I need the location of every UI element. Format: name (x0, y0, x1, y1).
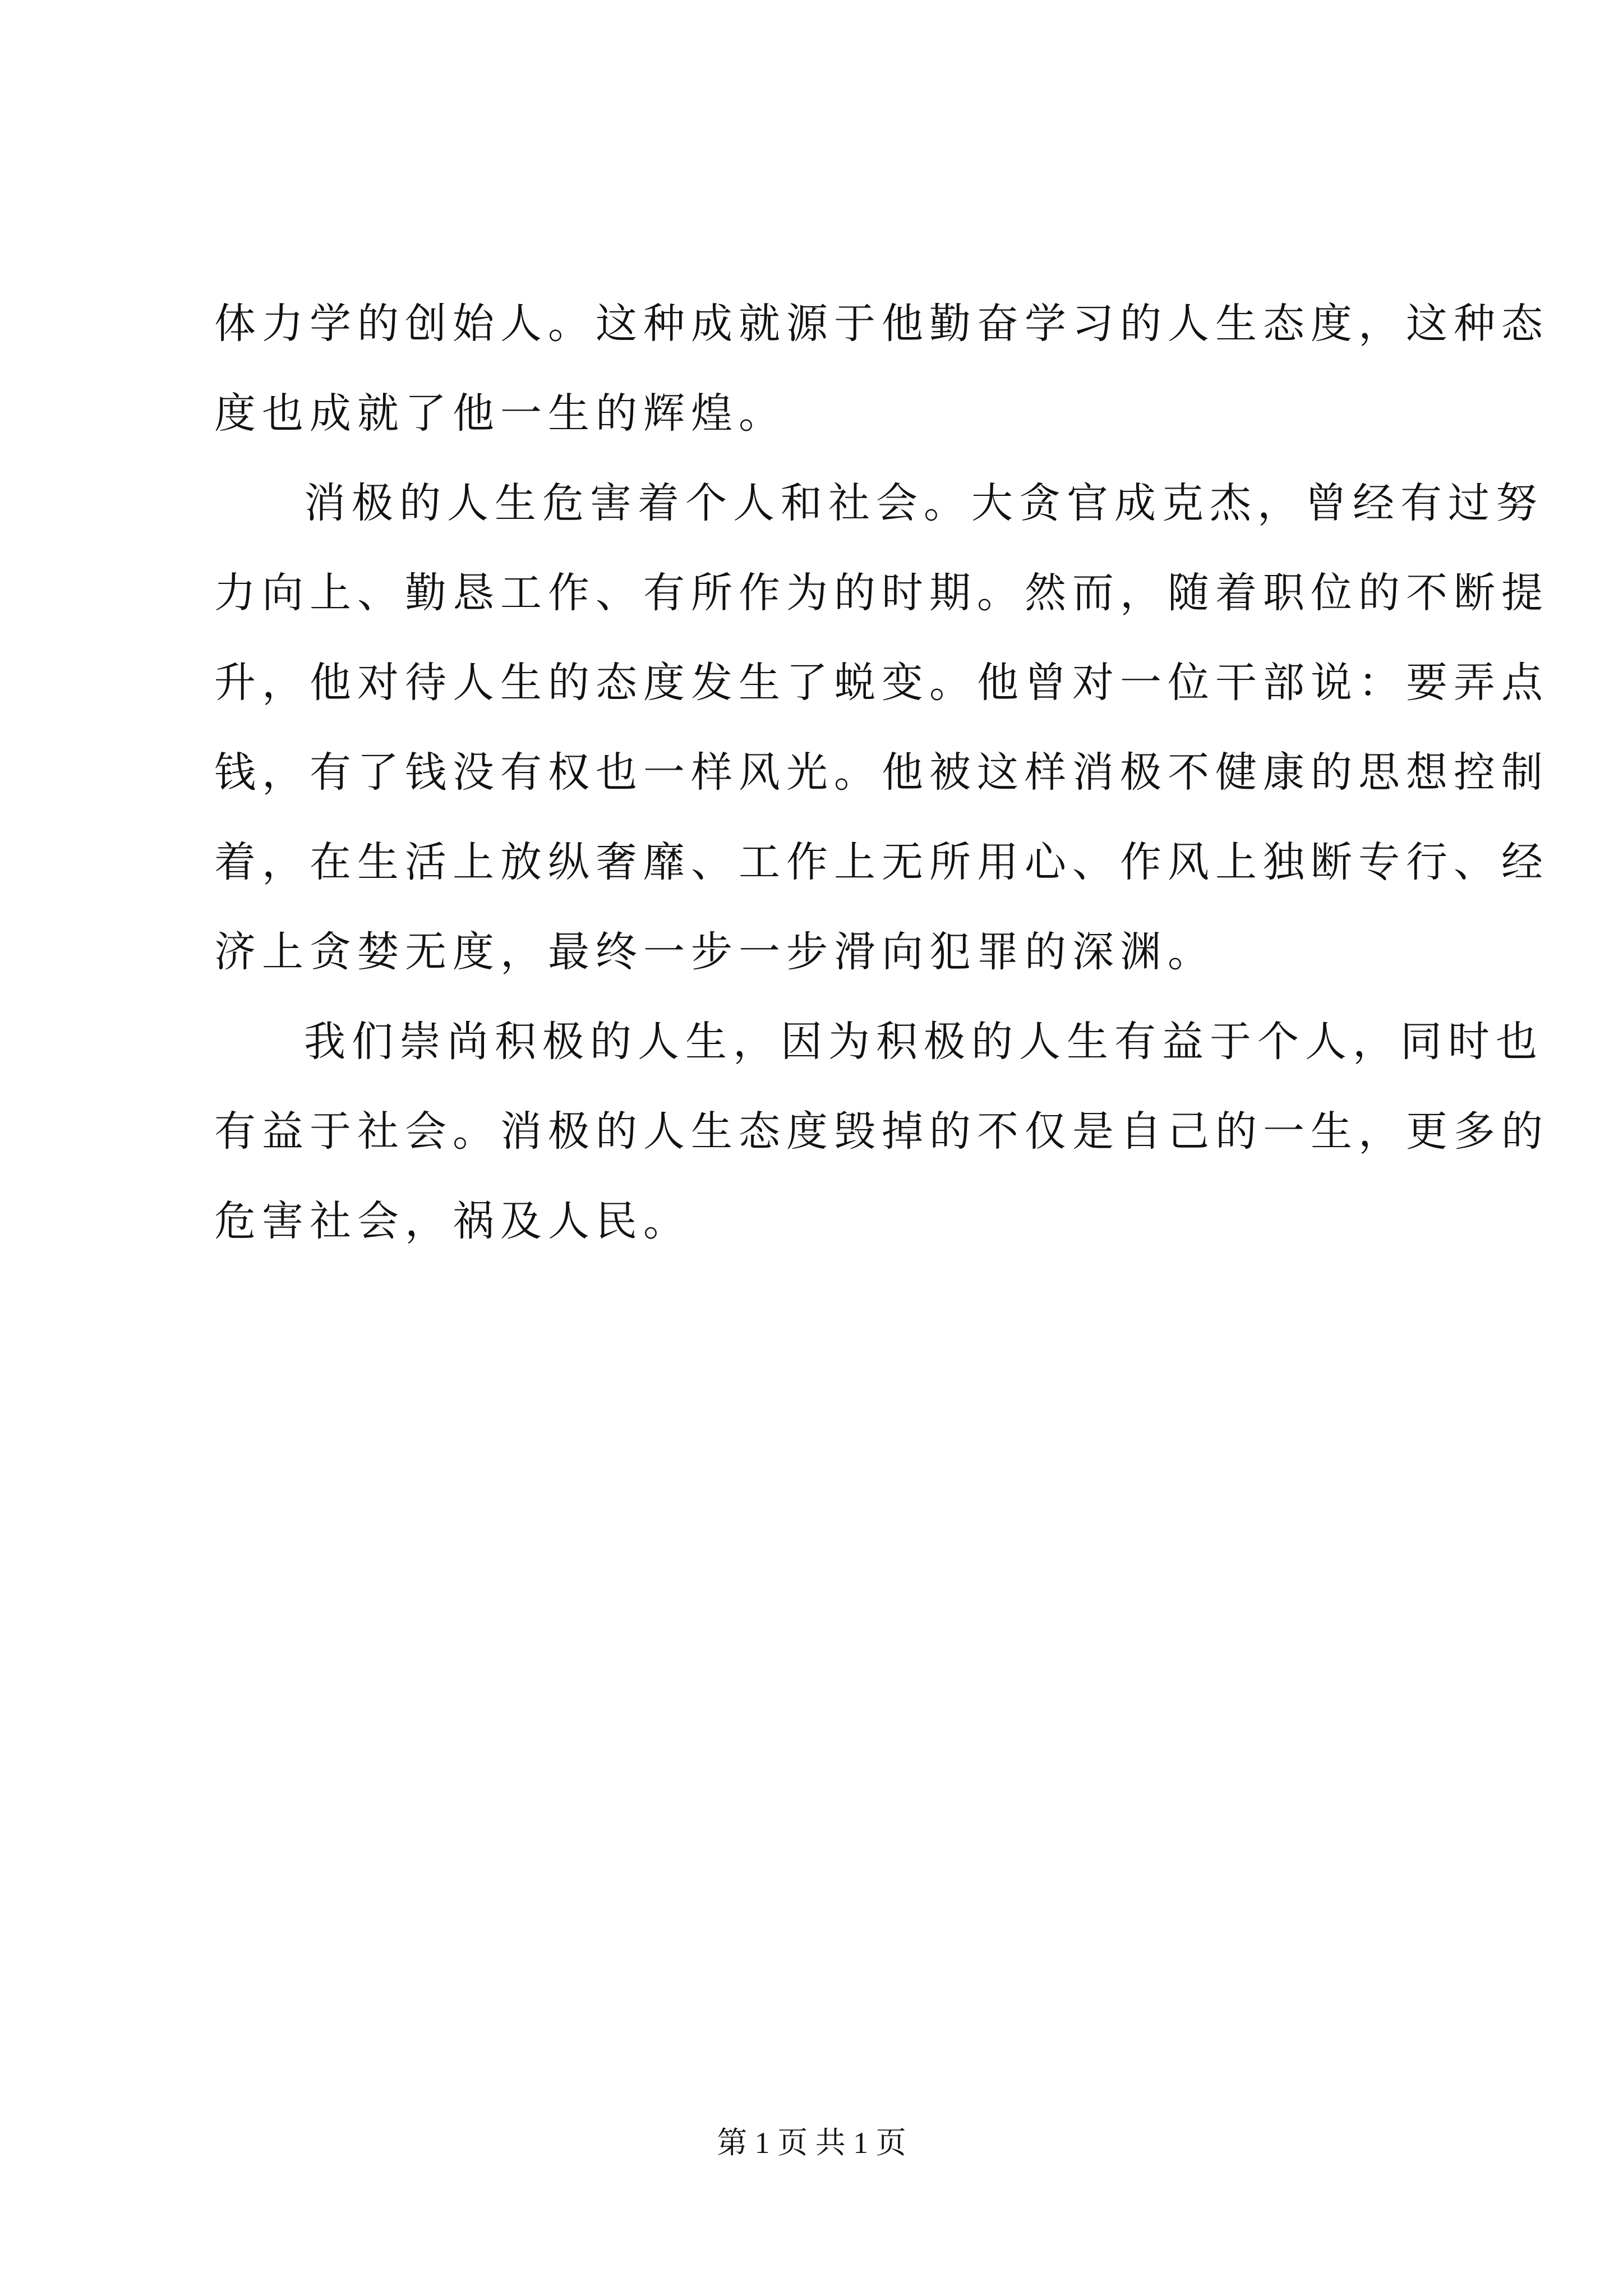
text-line: 着，在生活上放纵奢靡、工作上无所用心、作风上独断专行、经 (214, 838, 1549, 886)
text-line: 济上贪婪无度，最终一步一步滑向犯罪的深渊。 (214, 928, 1215, 976)
text-line: 钱，有了钱没有权也一样风光。他被这样消极不健康的思想控制 (214, 748, 1549, 797)
text-line: 度也成就了他一生的辉煌。 (214, 389, 786, 438)
text-line: 体力学的创始人。这种成就源于他勤奋学习的人生态度，这种态 (214, 300, 1549, 348)
text-line: 消极的人生危害着个人和社会。大贪官成克杰，曾经有过努 (304, 479, 1543, 527)
text-line: 危害社会，祸及人民。 (214, 1197, 691, 1245)
paragraph-1 (214, 300, 1549, 438)
paragraph-3 (214, 1018, 1549, 1245)
text-line: 有益于社会。消极的人生态度毁掉的不仅是自己的一生，更多的 (214, 1107, 1549, 1156)
text-line: 我们崇尚积极的人生，因为积极的人生有益于个人，同时也 (304, 1018, 1543, 1066)
text-line: 升，他对待人生的态度发生了蜕变。他曾对一位干部说：要弄点 (214, 659, 1549, 707)
text-line: 力向上、勤恳工作、有所作为的时期。然而，随着职位的不断提 (214, 569, 1549, 617)
document-body (214, 300, 1549, 1290)
page-footer: 第 1 页 共 1 页 (717, 2126, 906, 2160)
paragraph-2 (214, 479, 1549, 976)
